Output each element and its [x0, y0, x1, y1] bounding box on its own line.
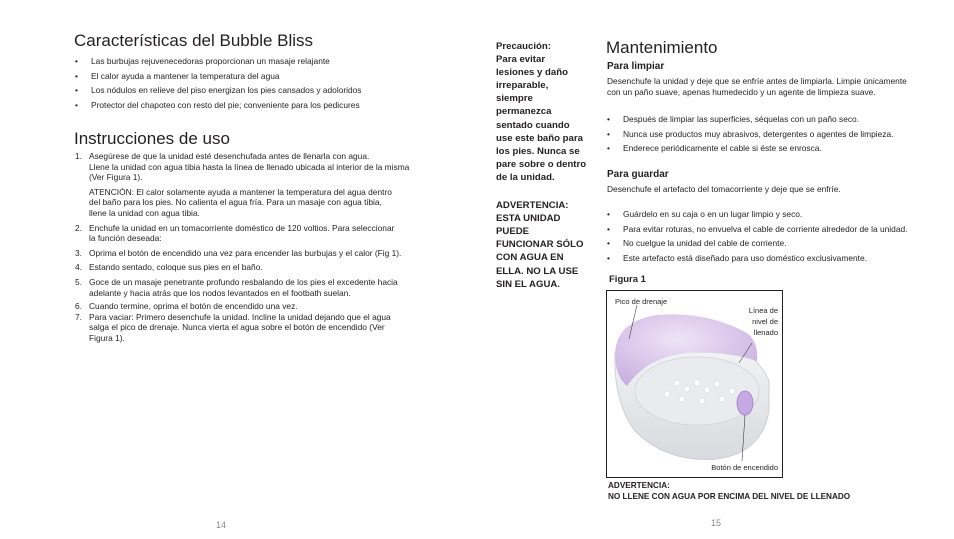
step-number: 1. [75, 151, 82, 161]
cleaning-title: Para limpiar [607, 61, 665, 72]
caution-line: siempre [496, 93, 533, 105]
list-item: • Guárdelo en su caja o en un lugar limpio y seco. [607, 209, 947, 220]
fill-warning [608, 481, 850, 502]
caution-line: permanezca [496, 106, 552, 118]
instructions-list [75, 151, 465, 344]
maintenance-title: Mantenimiento [606, 38, 718, 57]
step-line: la función deseada: [89, 233, 162, 244]
figure-title: Figura 1 [609, 274, 646, 285]
label-line: nivel de [752, 317, 778, 326]
step-line: Goce de un masaje penetrante profundo resbalando de los pies el excedente hacia [89, 276, 398, 287]
fill-warning-text: NO LLENE CON AGUA POR ENCIMA DEL NIVEL DE LLENADO [608, 491, 851, 501]
storage-list [607, 209, 947, 267]
caution-line: Precaución: [496, 41, 551, 52]
step-line: salga el pico de drenaje. Nunca vierta el agua sobre el botón de encendido (Ver [89, 322, 385, 333]
warning-line: CON AGUA EN [496, 252, 564, 264]
warning-line: PUEDE [496, 226, 530, 238]
list-item: • Las burbujas rejuvenecedoras proporcionan un masaje relajante [75, 56, 455, 67]
list-item [75, 312, 465, 344]
list-item [75, 277, 465, 298]
page-number-left: 14 [216, 520, 227, 530]
step-number: 4. [75, 262, 82, 273]
list-item [75, 301, 465, 312]
list-item: • Después de limpiar las superficies, séquelas con un paño seco. [607, 114, 937, 125]
intro-line: Desenchufe la unidad y deje que se enfríe antes de limpiarla. Limpie únicamente [607, 76, 907, 86]
caution-line: Para evitar [496, 54, 546, 66]
step-line: (Ver Figura 1). [89, 172, 143, 183]
cleaning-list [607, 114, 937, 158]
label-line: llenado [753, 328, 778, 337]
step-number: 2. [75, 222, 82, 233]
list-item [75, 223, 465, 244]
step-line: Llene la unidad con agua tibia hasta la línea de llenado ubicada al interior de la misma [89, 161, 410, 172]
list-item: • Este artefacto está diseñado para uso doméstico exclusivamente. [607, 253, 947, 264]
storage-intro: Desenchufe el artefacto del tomacorriente y deje que se enfríe. [607, 184, 841, 194]
caution-line: irreparable, [496, 80, 549, 92]
step-line: Enchufe la unidad en un tomacorriente doméstico de 120 voltios. Para seleccionar [89, 222, 395, 233]
caution-line: use este baño para [496, 132, 583, 144]
warning-line: ELLA. NO LA USE [496, 265, 579, 277]
step-number: 7. [75, 311, 82, 322]
caution-block [496, 40, 596, 291]
step-line: del baño para los pies. No calienta el agua fría. Para un masaje con agua tibia, [89, 197, 382, 208]
step-line: llene la unidad con agua tibia. [89, 207, 200, 218]
intro-line: con un paño suave, apenas humedecido y un agente de limpieza suave. [607, 86, 876, 97]
warning-line: ADVERTENCIA: [496, 200, 569, 212]
step-line: Oprima el botón de encendido una vez para encender las burbujas y el calor (Fig 1). [89, 247, 402, 258]
page-number-right: 15 [711, 518, 722, 528]
caution-line: de la unidad. [496, 171, 555, 183]
step-number: 6. [75, 301, 82, 312]
list-item [75, 187, 465, 219]
caution-line: los pies. Nunca se [496, 145, 580, 157]
instructions-title: Instrucciones de uso [74, 129, 230, 148]
caution-line: sentado cuando [496, 119, 570, 131]
label-line: Línea de [748, 306, 778, 315]
list-item [75, 151, 465, 183]
step-line: Asegúrese de que la unidad esté desenchufada antes de llenarla con agua. [89, 151, 370, 161]
list-item: • Nunca use productos muy abrasivos, detergentes o agentes de limpieza. [607, 129, 937, 140]
list-item: • Protector del chapoteo con resto del pie; conveniente para los pedicures [75, 100, 455, 111]
warning-line: FUNCIONAR SÓLO [496, 239, 584, 251]
step-line: Figura 1). [89, 332, 125, 343]
list-item: • No cuelgue la unidad del cable de corriente. [607, 238, 947, 249]
step-number: 5. [75, 276, 82, 287]
caution-line: pare sobre o dentro [496, 158, 587, 170]
list-item: • Enderece periódicamente el cable si éste se enrosca. [607, 143, 937, 154]
fill-warning-title: ADVERTENCIA: [608, 481, 670, 490]
step-line: adelante y hacia atrás que los nodos levantados en el footbath suelan. [89, 287, 351, 298]
step-line: Para vaciar: Primero desenchufe la unidad. Incline la unidad dejando que el agua [89, 311, 391, 322]
list-item [75, 248, 465, 259]
step-line: Estando sentado, coloque sus pies en el baño. [89, 262, 263, 273]
warning-line: SIN EL AGUA. [496, 278, 560, 290]
list-item: • Los nódulos en relieve del piso energizan los pies cansados y adoloridos [75, 85, 455, 96]
list-item [75, 262, 465, 273]
step-line: ATENCIÓN: El calor solamente ayuda a mantener la temperatura del agua dentro [89, 186, 392, 197]
features-list [75, 56, 455, 114]
storage-title: Para guardar [607, 169, 669, 180]
features-title: Características del Bubble Bliss [74, 31, 314, 50]
caution-line: lesiones y daño [496, 67, 568, 79]
list-item: • El calor ayuda a mantener la temperatura del agua [75, 71, 455, 82]
figure-1 [606, 290, 783, 478]
list-item: • Para evitar roturas, no envuelva el cable de corriente alrededor de la unidad. [607, 224, 947, 235]
fill-line-label [749, 305, 778, 338]
warning-line: ESTA UNIDAD [496, 213, 561, 225]
drain-label: Pico de drenaje [615, 297, 668, 306]
step-line: Cuando termine, oprima el botón de encendido una vez. [89, 301, 298, 312]
power-button-label: Botón de encendido [711, 463, 778, 472]
cleaning-intro [607, 76, 947, 98]
step-number: 3. [75, 247, 82, 258]
